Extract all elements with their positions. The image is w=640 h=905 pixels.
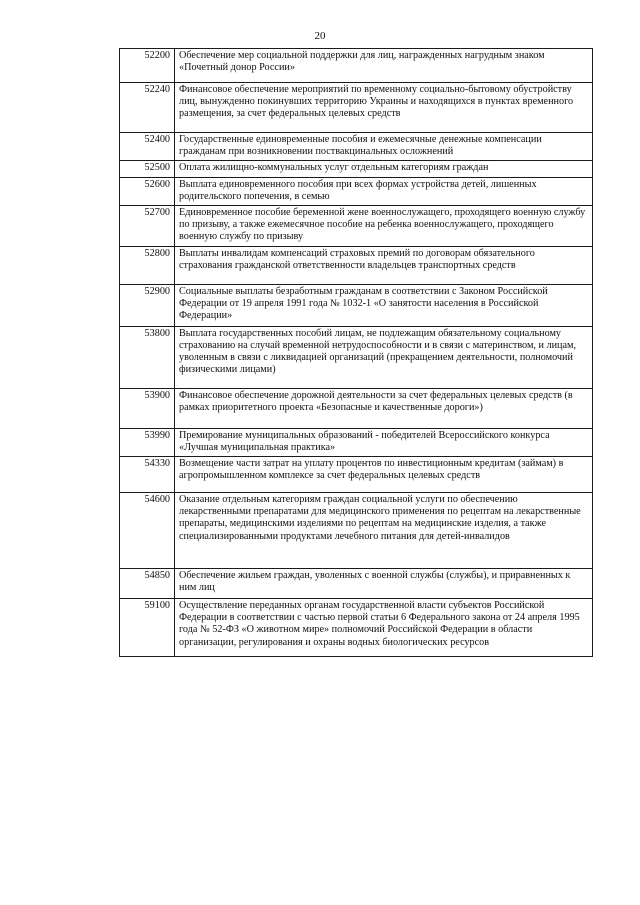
code-cell: 53800: [120, 326, 175, 388]
table-row: [120, 83, 593, 133]
description-cell: Финансовое обеспечение мероприятий по временному социально-бытовому обустройству лиц, вынужденно покинувших территорию Украины и находящихся в пунктах временного размещения, за счет федеральных целевых средств: [175, 83, 593, 133]
description-cell: Выплата единовременного пособия при всех формах устройства детей, лишенных родительского попечения, в семью: [175, 177, 593, 205]
description-cell: Государственные единовременные пособия и ежемесячные денежные компенсации гражданам при возникновении поствакцинальных осложнений: [175, 133, 593, 161]
code-cell: 52900: [120, 284, 175, 326]
table-row: [120, 428, 593, 456]
description-cell: Социальные выплаты безработным гражданам в соответствии с Законом Российской Федерации от 19 апреля 1991 года № 1032-1 «О занятости населения в Российской Федерации»: [175, 284, 593, 326]
table-row: [120, 133, 593, 161]
code-cell: 53900: [120, 388, 175, 428]
table-row: [120, 457, 593, 493]
table-row: [120, 246, 593, 284]
table-row: [120, 599, 593, 657]
description-cell: Обеспечение жильем граждан, уволенных с военной службы (службы), и приравненных к ним лиц: [175, 569, 593, 599]
code-cell: 52240: [120, 83, 175, 133]
description-cell: Осуществление переданных органам государственной власти субъектов Российской Федерации в соответствии с частью первой статьи 6 Федерального закона от 24 апреля 1995 года № 52-ФЗ «О животном мире» полномочий Российской Федерации в области организации, регулирования и охраны водных биологических ресурсов: [175, 599, 593, 657]
budget-codes-table: [119, 48, 593, 657]
description-cell: Обеспечение мер социальной поддержки для лиц, награжденных нагрудным знаком «Почетный донор России»: [175, 49, 593, 83]
description-cell: Возмещение части затрат на уплату процентов по инвестиционным кредитам (займам) в агропромышленном комплексе за счет федеральных целевых средств: [175, 457, 593, 493]
description-cell: Финансовое обеспечение дорожной деятельности за счет федеральных целевых средств (в рамках приоритетного проекта «Безопасные и качественные дороги»): [175, 388, 593, 428]
table-row: [120, 49, 593, 83]
code-cell: 53990: [120, 428, 175, 456]
table-row: [120, 161, 593, 177]
code-cell: 52400: [120, 133, 175, 161]
page-number: 20: [314, 30, 326, 42]
table-row: [120, 569, 593, 599]
description-cell: Выплата государственных пособий лицам, не подлежащим обязательному социальному страхованию на случай временной нетрудоспособности и в связи с материнством, и лицам, уволенным в связи с ликвидацией организаций (прекращением деятельности, полномочий физическими лицами): [175, 326, 593, 388]
code-cell: 59100: [120, 599, 175, 657]
description-cell: Выплаты инвалидам компенсаций страховых премий по договорам обязательного страхования гражданской ответственности владельцев транспортных средств: [175, 246, 593, 284]
table-body: [120, 49, 593, 657]
code-cell: 52200: [120, 49, 175, 83]
code-cell: 54600: [120, 493, 175, 569]
code-cell: 54330: [120, 457, 175, 493]
code-cell: 52500: [120, 161, 175, 177]
description-cell: Единовременное пособие беременной жене военнослужащего, проходящего военную службу по призыву, а также ежемесячное пособие на ребенка военнослужащего, проходящего военную службу по призыву: [175, 206, 593, 247]
code-cell: 52800: [120, 246, 175, 284]
description-cell: Премирование муниципальных образований - победителей Всероссийского конкурса «Лучшая муниципальная практика»: [175, 428, 593, 456]
table-row: [120, 493, 593, 569]
table-row: [120, 206, 593, 247]
table-row: [120, 284, 593, 326]
code-cell: 52700: [120, 206, 175, 247]
description-cell: Оплата жилищно-коммунальных услуг отдельным категориям граждан: [175, 161, 593, 177]
description-cell: Оказание отдельным категориям граждан социальной услуги по обеспечению лекарственными препаратами для медицинского применения по рецептам на лекарственные препараты, медицинскими изделиями по рецептам на медицинские изделия, а также специализированными продуктами лечебного питания для детей-инвалидов: [175, 493, 593, 569]
table-row: [120, 388, 593, 428]
code-cell: 52600: [120, 177, 175, 205]
code-cell: 54850: [120, 569, 175, 599]
table-row: [120, 177, 593, 205]
table-row: [120, 326, 593, 388]
